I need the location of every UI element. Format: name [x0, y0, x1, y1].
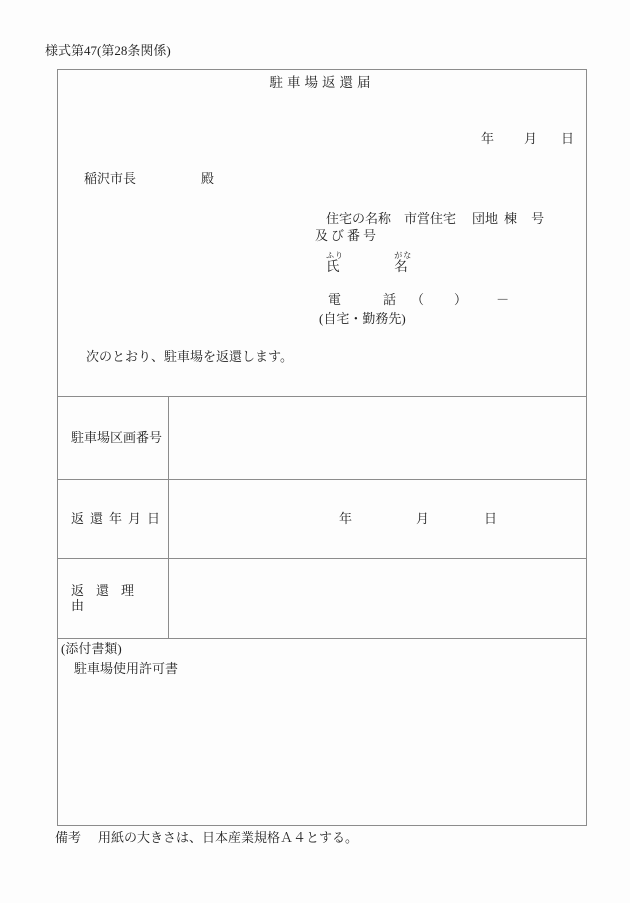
housing-name-line [326, 212, 544, 227]
table-row-parking-number [58, 397, 586, 480]
name-label-left: 氏 [326, 259, 340, 274]
page-title: 駐車場返還届 [269, 75, 375, 90]
table-row-return-reason [58, 559, 586, 639]
row-label-parking-number: 駐車場区画番号 [58, 397, 169, 479]
row-value-return-date [169, 480, 586, 558]
furigana-label-left: ふり [326, 251, 344, 260]
phone-paren-open: （ [411, 292, 425, 307]
remarks-text: 用紙の大きさは、日本産業規格Ａ４とする。 [98, 830, 359, 845]
attachment-item: 駐車場使用許可書 [74, 661, 179, 676]
phone-note: (自宅・勤務先) [319, 311, 406, 326]
date-year-label: 年 [481, 131, 495, 146]
date-month-label: 月 [524, 131, 538, 146]
submission-date-line [481, 132, 574, 147]
name-ruby-left [326, 251, 344, 274]
declaration-text: 次のとおり、駐車場を返還します。 [86, 349, 293, 364]
phone-label-1: 電 [328, 292, 342, 307]
addressee-name: 稲沢市長 [84, 171, 137, 186]
addressee-honorific: 殿 [201, 171, 215, 186]
applicant-name-line [326, 251, 412, 274]
name-ruby-right [394, 251, 412, 274]
remarks-label: 備考 [55, 830, 82, 845]
return-date-month-label: 月 [416, 510, 430, 526]
attachments-heading: (添付書類) [61, 641, 122, 656]
row-label-return-date: 返還年月日 [58, 480, 169, 558]
phone-paren-close: ） [454, 292, 468, 307]
phone-dash: － [496, 292, 510, 307]
phone-label-2: 話 [383, 292, 397, 307]
table-row-return-date [58, 480, 586, 559]
row-value-parking-number [169, 397, 586, 479]
addressee-line [84, 172, 214, 187]
name-label-right: 名 [394, 259, 408, 274]
furigana-label-right: がな [394, 251, 413, 260]
form-border-box [57, 69, 587, 826]
row-value-return-reason [169, 559, 586, 638]
return-date-year-label: 年 [339, 510, 353, 526]
housing-name-value: 市営住宅 [404, 211, 457, 226]
phone-line [328, 293, 509, 308]
housing-name-label: 住宅の名称 [326, 211, 392, 226]
housing-danchi-label: 団地 [472, 211, 499, 226]
housing-building-label: 棟 [504, 211, 518, 226]
form-number: 様式第47(第28条関係) [45, 43, 171, 58]
date-day-label: 日 [561, 131, 575, 146]
row-label-return-reason: 返還理由 [58, 559, 169, 638]
housing-number-label: 及び番号 [315, 228, 380, 243]
remarks-note [55, 831, 358, 846]
return-date-day-label: 日 [484, 510, 498, 526]
return-details-table [58, 396, 586, 639]
housing-unit-label: 号 [531, 211, 545, 226]
